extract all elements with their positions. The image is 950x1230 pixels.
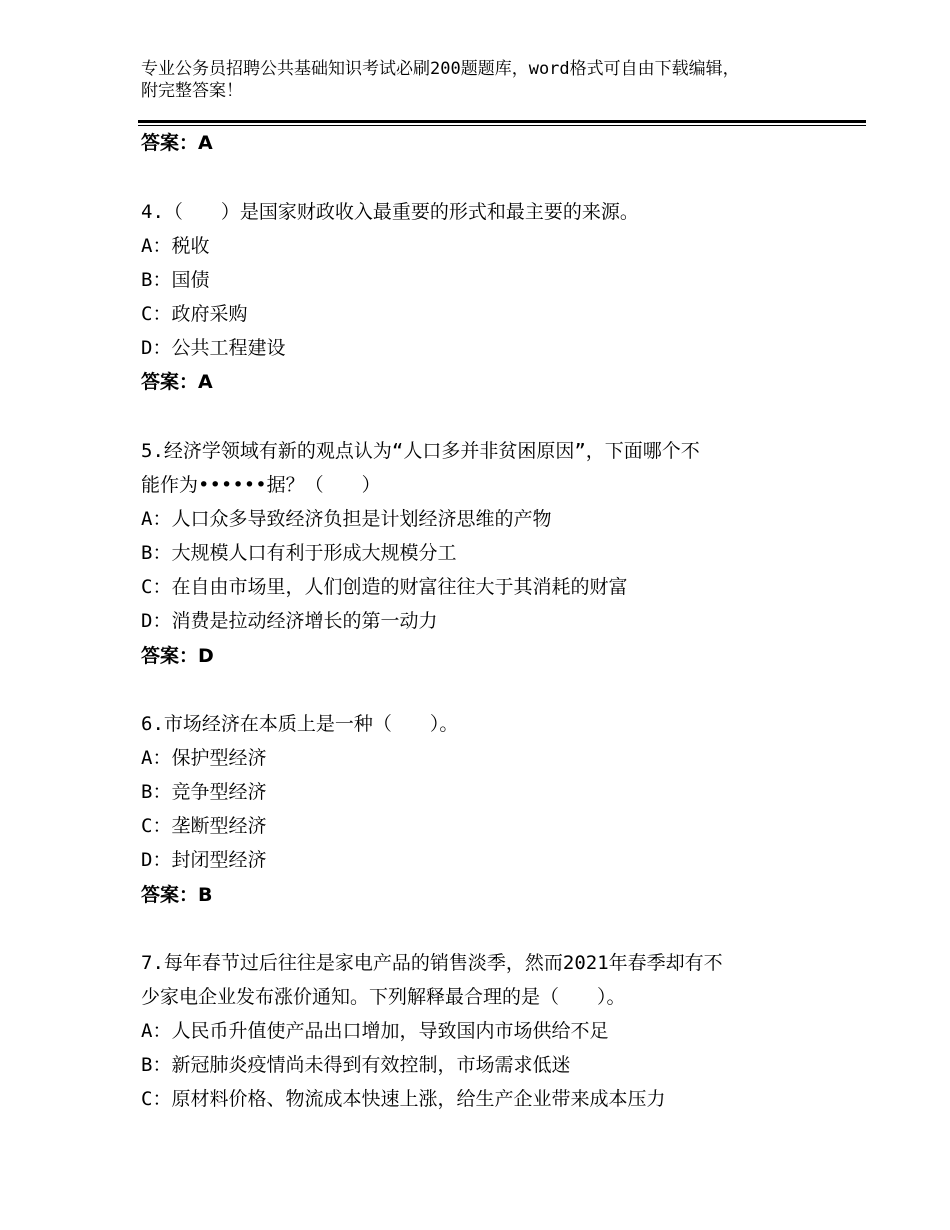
q4-option-a: A：税收	[141, 235, 210, 257]
q4-option-c: C：政府采购	[141, 303, 248, 325]
q5-option-b: B：大规模人口有利于形成大规模分工	[141, 542, 457, 564]
q6-option-d: D：封闭型经济	[141, 849, 267, 871]
prev-answer: 答案：A	[141, 132, 213, 154]
q5-option-d: D：消费是拉动经济增长的第一动力	[141, 610, 438, 632]
q5-stem-line-1: 5.经济学领域有新的观点认为“人口多并非贫困原因”，下面哪个不	[141, 440, 700, 462]
q4-answer: 答案：A	[141, 371, 213, 393]
q6-option-a: A：保护型经济	[141, 747, 267, 769]
q4-option-d: D：公共工程建设	[141, 337, 286, 359]
q7-option-a: A：人民币升值使产品出口增加，导致国内市场供给不足	[141, 1020, 609, 1042]
header-rule-thin	[138, 125, 866, 126]
header-rule-thick	[138, 120, 866, 123]
q5-option-c: C：在自由市场里，人们创造的财富往往大于其消耗的财富	[141, 576, 628, 598]
q5-option-a: A：人口众多导致经济负担是计划经济思维的产物	[141, 508, 552, 530]
q6-option-c: C：垄断型经济	[141, 815, 267, 837]
q7-option-b: B：新冠肺炎疫情尚未得到有效控制，市场需求低迷	[141, 1054, 571, 1076]
q7-stem-line-2: 少家电企业发布涨价通知。下列解释最合理的是（ ）。	[141, 986, 626, 1008]
q6-option-b: B：竞争型经济	[141, 781, 267, 803]
q4-stem: 4.（ ）是国家财政收入最重要的形式和最主要的来源。	[141, 201, 639, 223]
header-line-1: 专业公务员招聘公共基础知识考试必刷200题题库，word格式可自由下载编辑，	[141, 59, 740, 79]
q7-option-c: C：原材料价格、物流成本快速上涨，给生产企业带来成本压力	[141, 1088, 666, 1110]
header-line-2: 附完整答案！	[141, 81, 243, 101]
q7-stem-line-1: 7.每年春节过后往往是家电产品的销售淡季，然而2021年春季却有不	[141, 952, 723, 974]
q5-answer: 答案：D	[141, 645, 214, 667]
q5-stem-line-2: 能作为••••••据？（ ）	[141, 474, 381, 496]
q6-stem: 6.市场经济在本质上是一种（ ）。	[141, 713, 459, 735]
document-header	[141, 58, 841, 102]
q6-answer: 答案：B	[141, 884, 213, 906]
q4-option-b: B：国债	[141, 269, 210, 291]
